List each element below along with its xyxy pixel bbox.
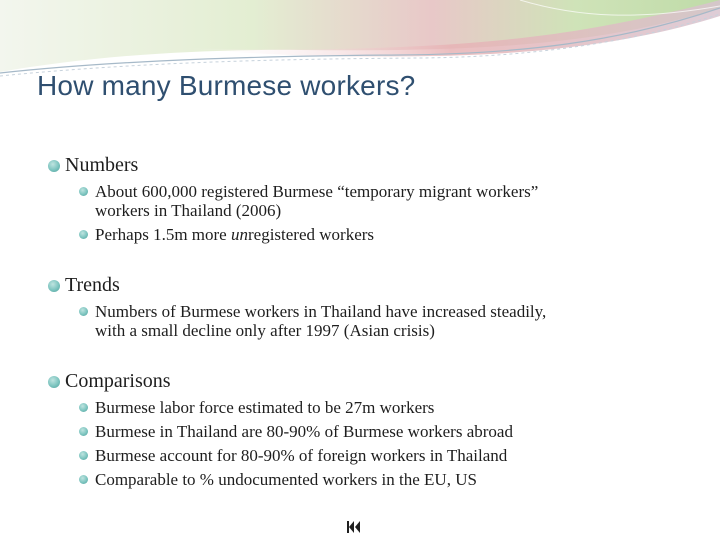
bullet-icon <box>79 451 88 460</box>
bullet-line: About 600,000 registered Burmese “temporary migrant workers” <box>95 182 539 201</box>
bullet-line: with a small decline only after 1997 (Asian crisis) <box>95 321 435 340</box>
bullet-line: Burmese account for 80-90% of foreign workers in Thailand <box>95 446 508 465</box>
bullet-line: workers in Thailand (2006) <box>95 201 282 220</box>
bullet-icon <box>79 307 88 316</box>
bullet-icon <box>79 230 88 239</box>
section-heading: Trends <box>65 274 120 296</box>
bullet-icon <box>79 427 88 436</box>
bullet-icon <box>79 187 88 196</box>
section-heading: Comparisons <box>65 370 171 392</box>
slide-title: How many Burmese workers? <box>37 70 416 101</box>
bullet-line: Perhaps 1.5m more unregistered workers <box>95 225 375 244</box>
bullet-icon <box>48 160 60 172</box>
bullet-line: Numbers of Burmese workers in Thailand have increased steadily, <box>95 302 547 321</box>
bullet-icon <box>48 376 60 388</box>
bullet-icon <box>79 475 88 484</box>
section-heading: Numbers <box>65 154 139 176</box>
emphasis: un <box>230 225 248 244</box>
bullet-icon <box>48 280 60 292</box>
bullet-line: Comparable to % undocumented workers in the EU, US <box>95 470 477 489</box>
skip-back-icon <box>345 519 361 535</box>
bullet-line: Burmese in Thailand are 80-90% of Burmese workers abroad <box>95 422 513 441</box>
skip-back-button[interactable] <box>345 519 361 535</box>
bullet-icon <box>79 403 88 412</box>
bullet-line: Burmese labor force estimated to be 27m workers <box>95 398 435 417</box>
